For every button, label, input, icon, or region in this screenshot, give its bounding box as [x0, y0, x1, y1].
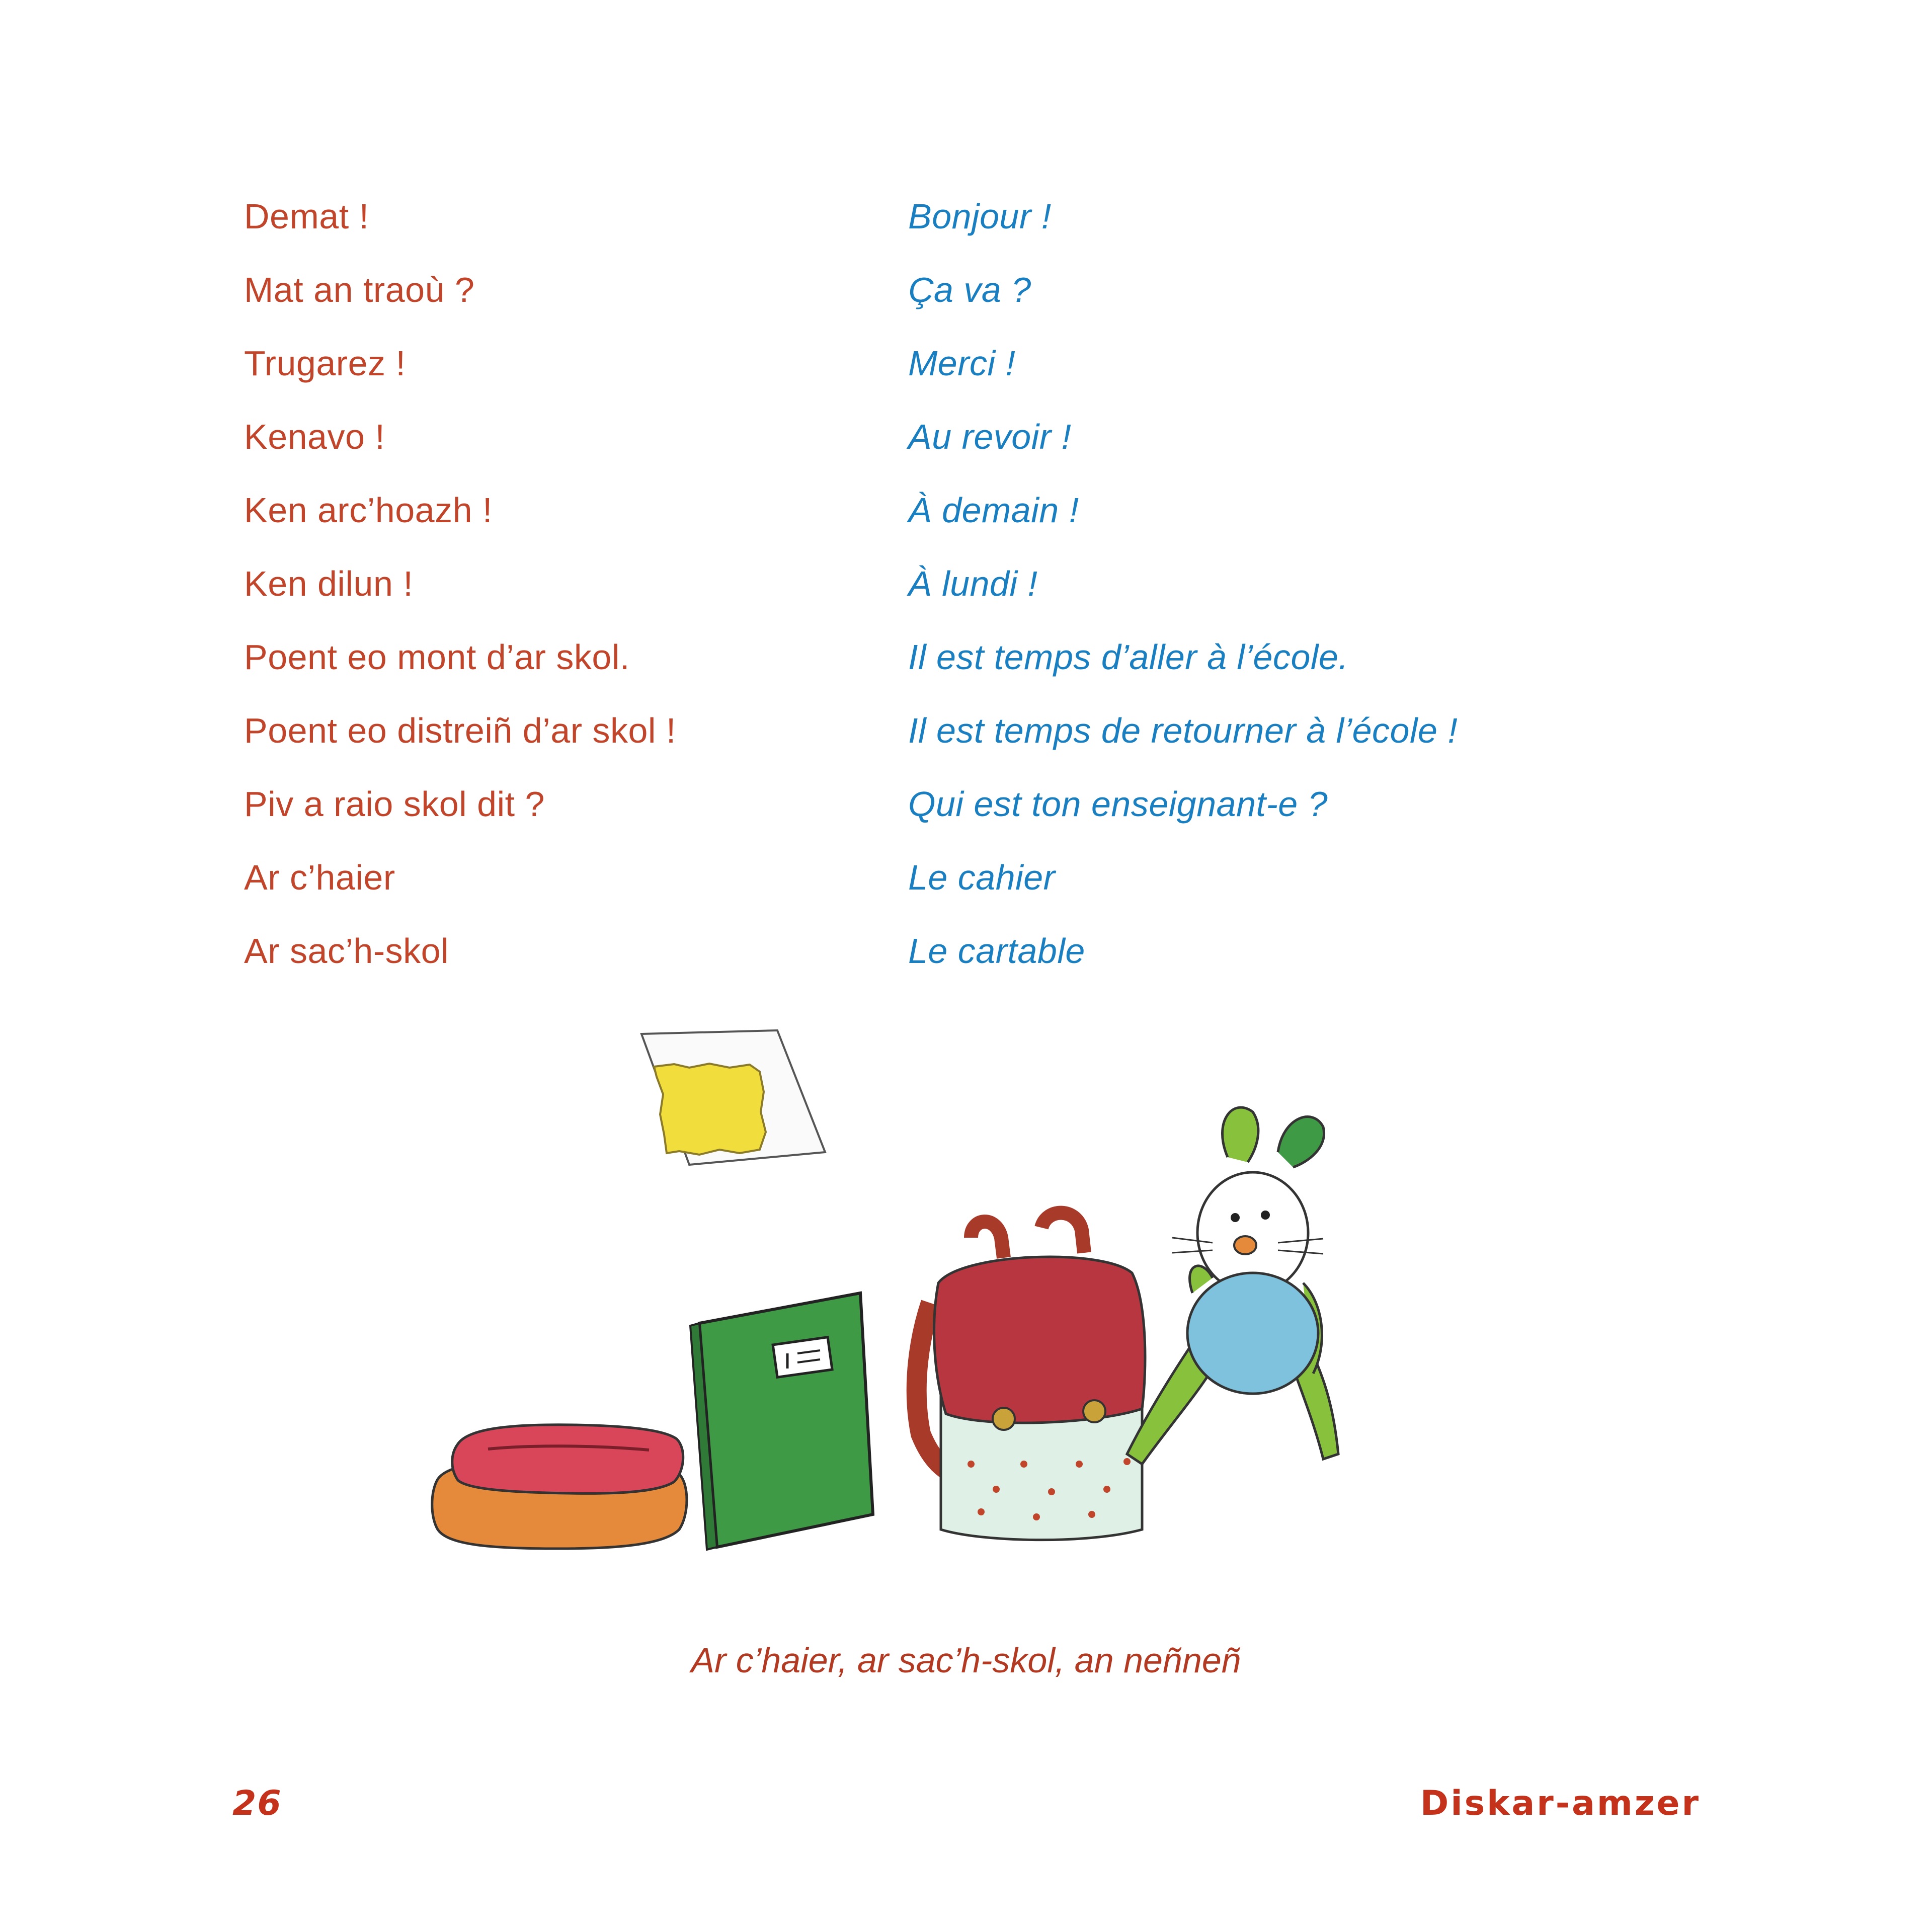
breton-phrase: Ar c’haier [244, 858, 395, 897]
phrase-row [0, 407, 1932, 467]
schoolbag-icon [917, 1213, 1145, 1540]
breton-phrase: Trugarez ! [244, 344, 406, 383]
phrase-row [0, 333, 1932, 393]
breton-phrase: Mat an traoù ? [244, 270, 475, 309]
french-translation: Merci ! [908, 344, 1016, 383]
breton-phrase: Piv a raio skol dit ? [244, 784, 545, 824]
breton-phrase: Kenavo ! [244, 417, 385, 456]
french-translation: Il est temps de retourner à l’école ! [908, 711, 1458, 750]
breton-phrase: Poent eo mont d’ar skol. [244, 637, 630, 677]
phrase-row [0, 921, 1932, 981]
breton-phrase: Demat ! [244, 197, 369, 236]
illustration-caption: Ar c’haier, ar sac’h-skol, an neñneñ [691, 1641, 1241, 1680]
phrase-row [0, 774, 1932, 834]
french-translation: À lundi ! [908, 564, 1038, 603]
french-translation: Qui est ton enseignant-e ? [908, 784, 1328, 824]
notebook-icon [690, 1293, 873, 1550]
phrase-row [0, 627, 1932, 687]
french-translation: Le cahier [908, 858, 1056, 897]
page-number: 26 [232, 1784, 282, 1823]
breton-phrase: Ar sac’h-skol [244, 931, 449, 971]
breton-phrase: Poent eo distreiñ d’ar skol ! [244, 711, 676, 750]
phrase-row [0, 847, 1932, 908]
breton-phrase: Ken dilun ! [244, 564, 414, 603]
phrase-row [0, 480, 1932, 540]
french-translation: Le cartable [908, 931, 1085, 971]
book-title: Diskar-amzer [1420, 1784, 1701, 1823]
phrase-row [0, 260, 1932, 320]
french-translation: Il est temps d’aller à l’école. [908, 637, 1349, 677]
pencil-case-icon [432, 1425, 687, 1549]
french-translation: Au revoir ! [908, 417, 1072, 456]
phrase-row [0, 553, 1932, 614]
phrase-row [0, 700, 1932, 761]
french-translation: Ça va ? [908, 270, 1031, 309]
french-translation: Bonjour ! [908, 197, 1052, 236]
stuffed-rabbit-icon [1127, 1107, 1338, 1464]
french-translation: À demain ! [908, 491, 1079, 530]
breton-phrase: Ken arc’hoazh ! [244, 491, 493, 530]
sticker-icon [641, 1030, 825, 1165]
school-items-illustration [428, 1021, 1535, 1625]
phrase-row [0, 186, 1932, 247]
